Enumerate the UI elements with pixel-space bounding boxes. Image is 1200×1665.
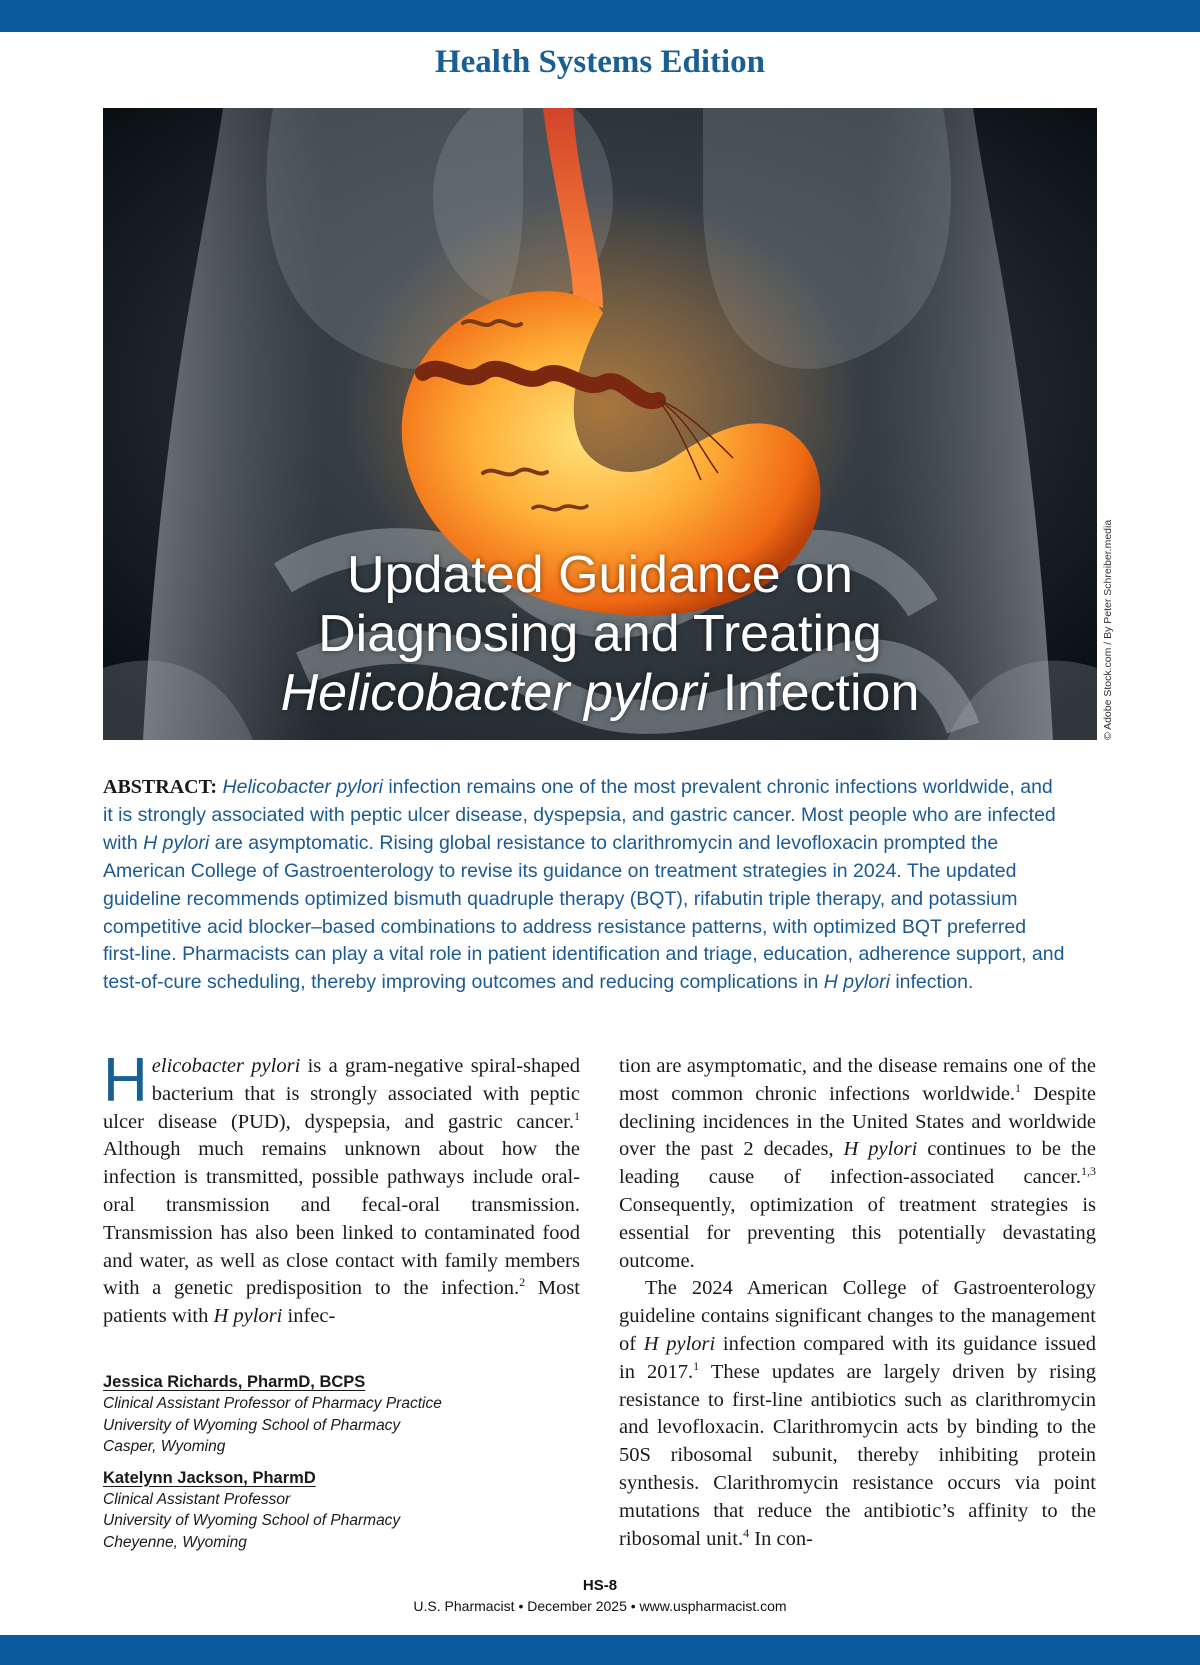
body-paragraph [619,1275,1096,1553]
top-color-bar [0,0,1200,32]
title-line-2: Diagnosing and Treating [318,605,882,663]
author-location: Cheyenne, Wyoming [103,1533,247,1551]
title-line-3-rest: Infection [708,664,920,722]
title-species-name: Helicobacter pylori [280,664,709,722]
body-italic: H pylori [643,1332,716,1355]
author-location: Casper, Wyoming [103,1438,226,1455]
page-number: HS-8 [582,1577,618,1594]
body-italic: elicobacter pylori [151,1055,301,1077]
hero-illustration [103,108,1097,740]
abstract-text-3: infection. [889,971,974,994]
body-text: These updates are largely driven by rising resistance to first-line antibiotics such as clarithromycin and levofloxacin. Clarithromycin acts by binding to the 50S ribosomal subunit, thereby inhibiting protein synthesis. Clarithromycin resistance occurs via point mutations that reduce the antibiotic’s affinity to the ribosomal unit. [619,1360,1096,1550]
photo-credit-text: © Adobe Stock.com / By Peter Schreiber.media [1102,519,1114,740]
body-italic: H pylori [843,1138,918,1161]
body-column-right [619,1053,1096,1553]
reference-marker: 1 [574,1108,580,1123]
author-institution: University of Wyoming School of Pharmacy [103,1512,401,1529]
abstract-italic-1: Helicobacter pylori [222,776,383,798]
body-paragraph [619,1053,1096,1275]
author-title: Clinical Assistant Professor of Pharmacy Practice [103,1395,442,1412]
body-column-left [103,1046,581,1331]
body-text: Despite declining incidences in the United States and worldwide over the past 2 decades, [619,1082,1096,1161]
title-line-1: Updated Guidance on [347,546,853,604]
body-text: is a gram-negative spiral-shaped bacterium that is strongly associated with peptic ulcer disease (PUD), dyspepsia, and gastric cancer. [103,1055,580,1133]
edition-heading: Health Systems Edition [434,44,766,80]
reference-marker: 2 [519,1275,526,1290]
body-text: continues to be the leading cause of infection-associated cancer. [619,1138,1096,1189]
author-block [103,1371,573,1562]
reference-marker: 4 [743,1525,750,1540]
body-text: Consequently, optimization of treatment strategies is essential for preventing this potentially devastating outcome. [619,1193,1096,1272]
body-text: Most patients with [103,1277,581,1328]
author-entry [103,1371,573,1458]
author-title: Clinical Assistant Professor [103,1490,291,1508]
author-institution: University of Wyoming School of Pharmacy [103,1416,401,1434]
body-text: infection compared with its guidance issued in 2017. [619,1332,1096,1383]
publication-footer: U.S. Pharmacist • December 2025 • www.uspharmacist.com [413,1598,787,1614]
author-name: Katelynn Jackson, PharmD [103,1468,316,1487]
author-entry [103,1467,573,1554]
body-text: tion are asymptomatic, and the disease remains one of the most common chronic infections worldwide. [619,1055,1096,1105]
abstract-italic-3: H pylori [823,971,890,994]
reference-marker: 1,3 [1081,1164,1096,1179]
abstract-label: ABSTRACT: [103,776,218,798]
body-italic: H pylori [213,1305,283,1328]
abstract-text-1: infection remains one of the most prevalent chronic infections worldwide, and it is strongly associated with peptic ulcer disease, dyspepsia, and gastric cancer. Most people who are infected with [103,776,1056,854]
body-text: Although much remains unknown about how the infection is transmitted, possible pathways include oral-oral transmission and fecal-oral transmission. Transmission has also been linked to contaminated food and water, as well as close contact with family members with a genetic predisposition to the infection. [103,1138,580,1300]
reference-marker: 1 [693,1358,700,1373]
body-text: infec- [282,1305,336,1328]
body-text: In con- [749,1527,813,1550]
body-text: The 2024 American College of Gastroenterology guideline contains significant changes to the management of [619,1277,1096,1355]
author-name: Jessica Richards, PharmD, BCPS [103,1373,366,1391]
reference-marker: 1 [1015,1080,1022,1095]
body-paragraph [103,1046,581,1331]
abstract-text-2: are asymptomatic. Rising global resistance to clarithromycin and levofloxacin prompted the American College of Gastroenterology to revise its guidance on treatment strategies in 2024. The updated guideline recommends optimized bismuth quadruple therapy (BQT), rifabutin triple therapy, and potassium competitive acid blocker–based combinations to address resistance patterns, with optimized BQT preferred first-line. Pharmacists can play a vital role in patient identification and triage, education, adherence support, and test-of-cure scheduling, thereby improving outcomes and reducing complications in [103,831,1065,994]
article-title [103,546,1097,723]
abstract-italic-2: H pylori [143,831,210,854]
drop-cap: H [103,1046,148,1115]
abstract [103,774,1067,997]
bottom-color-bar [0,1635,1200,1665]
title-line-3 [103,664,1097,723]
